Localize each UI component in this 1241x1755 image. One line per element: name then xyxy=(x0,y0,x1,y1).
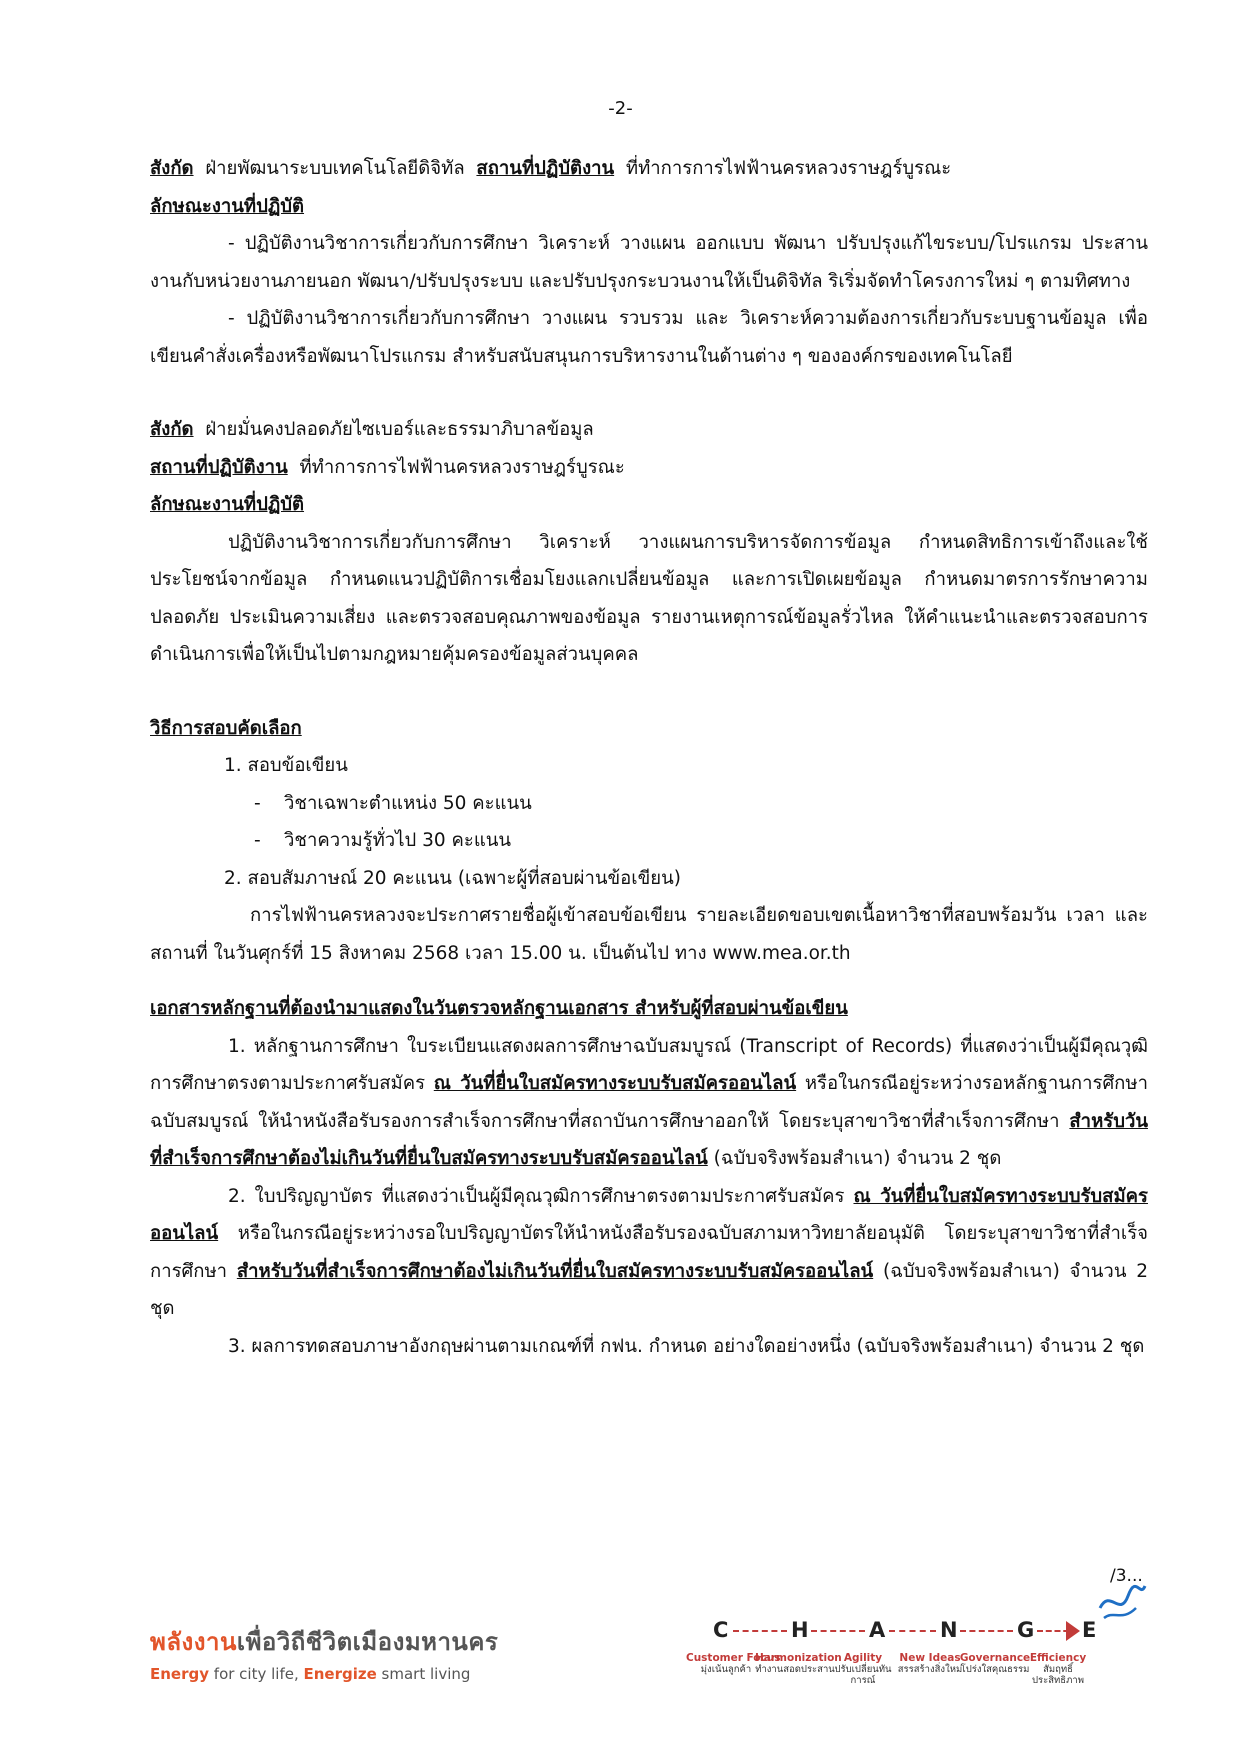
selection-heading: วิธีการสอบคัดเลือก xyxy=(150,717,302,739)
workplace-label: สถานที่ปฏิบัติงาน xyxy=(150,456,288,478)
workplace-label: สถานที่ปฏิบัติงาน xyxy=(476,158,615,179)
change-dash-line xyxy=(733,1630,787,1632)
change-letter-c: C xyxy=(713,1618,729,1642)
change-letter-h: H xyxy=(791,1618,809,1642)
section2-affiliation xyxy=(150,411,1148,449)
affiliation-value: ฝ่ายพัฒนาระบบเทคโนโลยีดิจิทัล xyxy=(205,158,465,179)
footer-slogan xyxy=(150,1622,498,1683)
change-caption: Governance โปร่งใสคุณธรรม xyxy=(959,1652,1031,1675)
document-body xyxy=(150,150,1148,1365)
affiliation-label: สังกัด xyxy=(150,158,194,179)
page-number: -2- xyxy=(608,98,633,119)
change-letter-g: G xyxy=(1017,1618,1035,1642)
slogan-english: Energy for city life, Energize smart living xyxy=(150,1665,471,1683)
change-dash-line xyxy=(889,1630,936,1632)
change-caption: Agility ปรับเปลี่ยนทันการณ์ xyxy=(834,1652,892,1686)
selection-subitem: - วิชาเฉพาะตำแหน่ง 50 คะแนน xyxy=(254,792,532,814)
slogan-thai: พลังงานเพื่อวิถีชีวิตเมืองมหานคร xyxy=(150,1628,499,1656)
change-caption: Harmonization ทำงานสอดประสาน xyxy=(755,1652,842,1675)
change-letter-e: E xyxy=(1082,1618,1097,1642)
change-values-logo xyxy=(678,1618,1108,1686)
duty-paragraph: - ปฏิบัติงานวิชาการเกี่ยวกับการศึกษา วางแผน รวบรวม และ วิเคราะห์ความต้องการเกี่ยวกับระบบฐานข้อมูล เพื่อเขียนคำสั่งเครื่องหรือพัฒนาโปรแกรม สำหรับสนับสนุนการบริหารงานในด้านต่าง ๆ ขององค์กรของเทคโนโลยี xyxy=(150,308,1148,367)
duty-label: ลักษณะงานที่ปฏิบัติ xyxy=(150,494,305,515)
change-dash-line xyxy=(811,1630,865,1632)
workplace-value: ที่ทำการการไฟฟ้านครหลวงราษฎร์บูรณะ xyxy=(299,456,625,478)
change-caption: Efficiency สัมฤทธิ์ประสิทธิภาพ xyxy=(1029,1652,1087,1686)
section2-workplace xyxy=(150,449,1148,487)
document-item: 3. ผลการทดสอบภาษาอังกฤษผ่านตามเกณฑ์ที่ กฟน. กำหนด อย่างใดอย่างหนึ่ง (ฉบับจริงพร้อมสำเนา) จำนวน 2 ชุด xyxy=(228,1335,1145,1357)
document-item: 2. ใบปริญญาบัตร ที่แสดงว่าเป็นผู้มีคุณวุฒิการศึกษาตรงตามประกาศรับสมัคร ณ วันที่ยื่นใบสมัครทางระบบรับสมัครออนไลน์ หรือในกรณีอยู่ระหว่างรอใบปริญญาบัตรให้นำหนังสือรับรองฉบับสภามหาวิทยาลัยอนุมัติ โดยระบุสาขาวิชาที่สำเร็จการศึกษา สำหรับวันที่สำเร็จการศึกษาต้องไม่เกินวันที่ยื่นใบสมัครทางระบบรับสมัครออนไลน์ (ฉบับจริงพร้อมสำเนา) จำนวน 2 ชุด xyxy=(150,1185,1149,1319)
duty-paragraph: ปฏิบัติงานวิชาการเกี่ยวกับการศึกษา วิเคราะห์ วางแผนการบริหารจัดการข้อมูล กำหนดสิทธิการเข้าถึงและใช้ประโยชน์จากข้อมูล กำหนดแนวปฏิบัติการเชื่อมโยงแลกเปลี่ยนข้อมูล และการเปิดเผยข้อมูล กำหนดมาตรการรักษาความปลอดภัย ประเมินความเสี่ยง และตรวจสอบคุณภาพของข้อมูล รายงานเหตุการณ์ข้อมูลรั่วไหล ให้คำแนะนำและตรวจสอบการดำเนินการเพื่อให้เป็นไปตามกฎหมายคุ้มครองข้อมูลส่วนบุคคล xyxy=(150,531,1148,665)
selection-item: 1. สอบข้อเขียน xyxy=(224,755,348,776)
change-caption: New Ideas สรรสร้างสิ่งใหม่ xyxy=(897,1652,963,1675)
change-arrow-icon xyxy=(1066,1621,1080,1641)
change-dash-line xyxy=(960,1630,1013,1632)
announcement-paragraph: การไฟฟ้านครหลวงจะประกาศรายชื่อผู้เข้าสอบข้อเขียน รายละเอียดขอบเขตเนื้อหาวิชาที่สอบพร้อมวัน เวลา และสถานที่ ในวันศุกร์ที่ 15 สิงหาคม 2568 เวลา 15.00 น. เป็นต้นไป ทาง www.mea.or.th xyxy=(150,905,1148,964)
continuation-marker: /3... xyxy=(1110,1566,1143,1586)
selection-subitem: - วิชาความรู้ทั่วไป 30 คะแนน xyxy=(254,830,512,851)
selection-item: 2. สอบสัมภาษณ์ 20 คะแนน (เฉพาะผู้ที่สอบผ่านข้อเขียน) xyxy=(224,867,681,889)
documents-heading: เอกสารหลักฐานที่ต้องนำมาแสดงในวันตรวจหลักฐานเอกสาร สำหรับผู้ที่สอบผ่านข้อเขียน xyxy=(150,998,848,1019)
duty-label: ลักษณะงานที่ปฏิบัติ xyxy=(150,195,305,217)
section1-header xyxy=(150,150,1148,188)
affiliation-label: สังกัด xyxy=(150,419,194,440)
affiliation-value: ฝ่ายมั่นคงปลอดภัยไซเบอร์และธรรมาภิบาลข้อมูล xyxy=(205,419,594,440)
document-item: 1. หลักฐานการศึกษา ใบระเบียนแสดงผลการศึกษาฉบับสมบูรณ์ (Transcript of Records) ที่แสดงว่าเป็นผู้มีคุณวุฒิการศึกษาตรงตามประกาศรับสมัคร ณ วันที่ยื่นใบสมัครทางระบบรับสมัครออนไลน์ หรือในกรณีอยู่ระหว่างรอหลักฐานการศึกษาฉบับสมบูรณ์ ให้นำหนังสือรับรองการสำเร็จการศึกษาที่สถาบันการศึกษาออกให้ โดยระบุสาขาวิชาที่สำเร็จการศึกษา สำหรับวันที่สำเร็จการศึกษาต้องไม่เกินวันที่ยื่นใบสมัครทางระบบรับสมัครออนไลน์ (ฉบับจริงพร้อมสำเนา) จำนวน 2 ชุด xyxy=(150,1035,1148,1169)
duty-paragraph: - ปฏิบัติงานวิชาการเกี่ยวกับการศึกษา วิเคราะห์ วางแผน ออกแบบ พัฒนา ปรับปรุงแก้ไขระบบ/โปรแกรม ประสานงานกับหน่วยงานภายนอก พัฒนา/ปรับปรุงระบบ และปรับปรุงกระบวนงานให้เป็นดิจิทัล ริเริ่มจัดทำโครงการใหม่ ๆ ตามทิศทาง xyxy=(150,233,1148,292)
workplace-value: ที่ทำการการไฟฟ้านครหลวงราษฎร์บูรณะ xyxy=(625,158,952,179)
change-letter-n: N xyxy=(940,1618,958,1642)
change-caption: Customer Focus มุ่งเน้นลูกค้า xyxy=(686,1652,781,1675)
change-letter-a: A xyxy=(869,1618,886,1642)
